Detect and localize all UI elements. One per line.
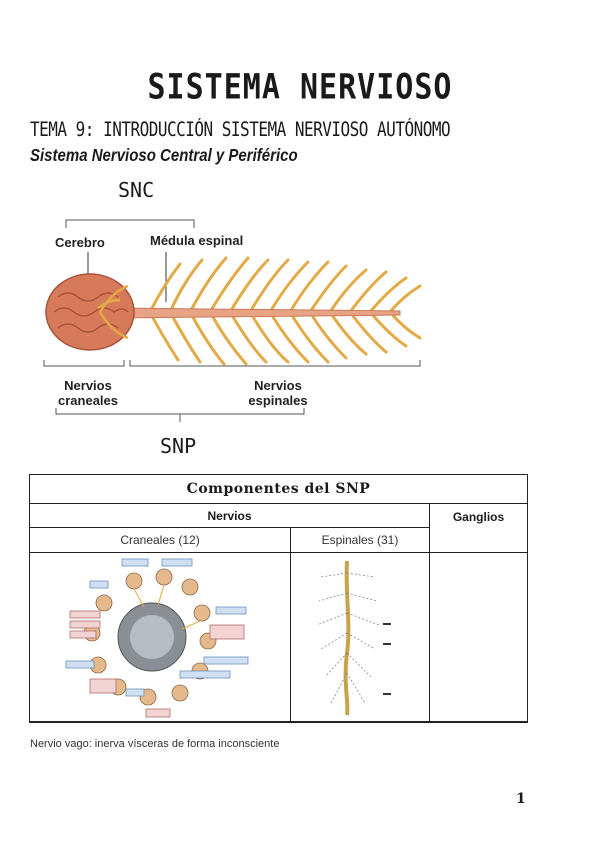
header-craneales: Craneales (12) (29, 527, 291, 553)
page-number: 1 (516, 791, 526, 807)
nervios-espinales-label: Nervios espinales (248, 378, 308, 408)
page-title: SISTEMA NERVIOSO (147, 67, 453, 108)
unit-title: TEMA 9: INTRODUCCIÓN SISTEMA NERVIOSO AUTÓNOMO (30, 118, 451, 141)
cerebro-label: Cerebro (55, 235, 105, 250)
snp-components-table (29, 474, 528, 723)
spinal-nerves-figure (291, 553, 429, 721)
snp-label: SNP (160, 434, 197, 458)
section-title: Sistema Nervioso Central y Periférico (30, 146, 298, 166)
nervios-craneales-label: Nervios craneales (58, 378, 118, 408)
cranial-nerves-figure (30, 553, 290, 721)
cell-ganglios-empty (429, 552, 528, 722)
medula-espinal-label: Médula espinal (150, 233, 244, 248)
table-title: Componentes del SNP (29, 474, 528, 504)
brain-illustration (46, 274, 134, 350)
header-nervios: Nervios (29, 503, 430, 528)
footnote: Nervio vago: inerva vísceras de forma inconsciente (30, 738, 280, 750)
cell-craneales-image (29, 552, 291, 722)
header-ganglios: Ganglios (429, 503, 528, 553)
snc-label: SNC (118, 178, 155, 202)
cell-espinales-image (290, 552, 430, 722)
header-espinales: Espinales (31) (290, 527, 430, 553)
